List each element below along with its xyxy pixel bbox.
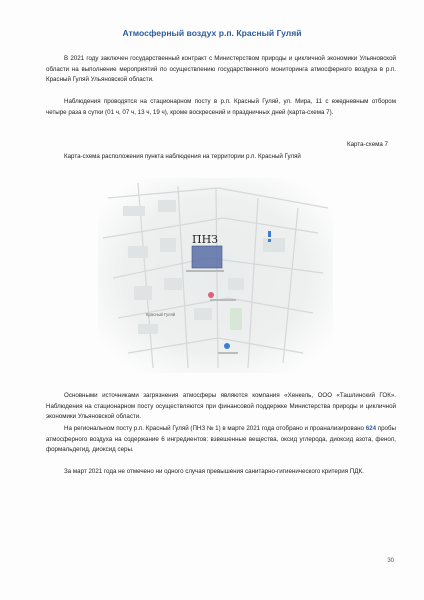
paragraph-samples — [46, 424, 396, 456]
samples-text-pre: На региональном посту р.п. Красный Гуляй (ПНЗ № 1) в марте 2021 года отобрано и проанализировано — [64, 425, 366, 432]
samples-count: 624 — [365, 425, 377, 432]
paragraph-observations: Наблюдения проводятся на стационарном посту в р.п. Красный Гуляй, ул. Мира, 11 с ежедневным отбором четыре раза в сутки (01 ч, 07 ч, 13 ч, 19 ч), кроме воскресений и праздничных дней (карта-схема 7). — [46, 98, 396, 116]
paragraph-conclusion: За март 2021 года не отмечено ни одного случая превышения санитарно-гигиенического критерия ПДК. — [64, 468, 364, 475]
map-caption: Карта-схема расположения пункта наблюдения на территории р.п. Красный Гуляй — [64, 153, 301, 160]
paragraph-sources: Основными источниками загрязнения атмосферы являются компания «Хенкель, ООО «Ташлинский ГОК». Наблюдения на стационарном посту осуществляются при финансовой поддержке Министерства природы и цикличной экономики Ульяновской области. — [46, 392, 396, 421]
location-map — [98, 178, 333, 373]
map-place-label: Красный Гуляй — [146, 312, 176, 317]
map-label: Карта-схема 7 — [346, 141, 388, 148]
page-title: Атмосферный воздух р.п. Красный Гуляй — [122, 28, 302, 38]
map-marker-label: ПНЗ — [192, 233, 219, 246]
paragraph-contract: В 2021 году заключен государственный контракт с Министерством природы и цикличной экономики Ульяновской области на выполнение мероприятий по осуществлению государственного мониторинга атмосферного воздуха в р.п. Красный Гуляй Ульяновской области. — [46, 55, 396, 84]
samples-text-post: пробы атмосферного воздуха на содержание 6 ингредиентов: взвешенные вещества, оксид углерода, диоксид азота, фенол, формальдегид, диоксид серы. — [46, 425, 396, 454]
page-number: 30 — [387, 558, 394, 564]
